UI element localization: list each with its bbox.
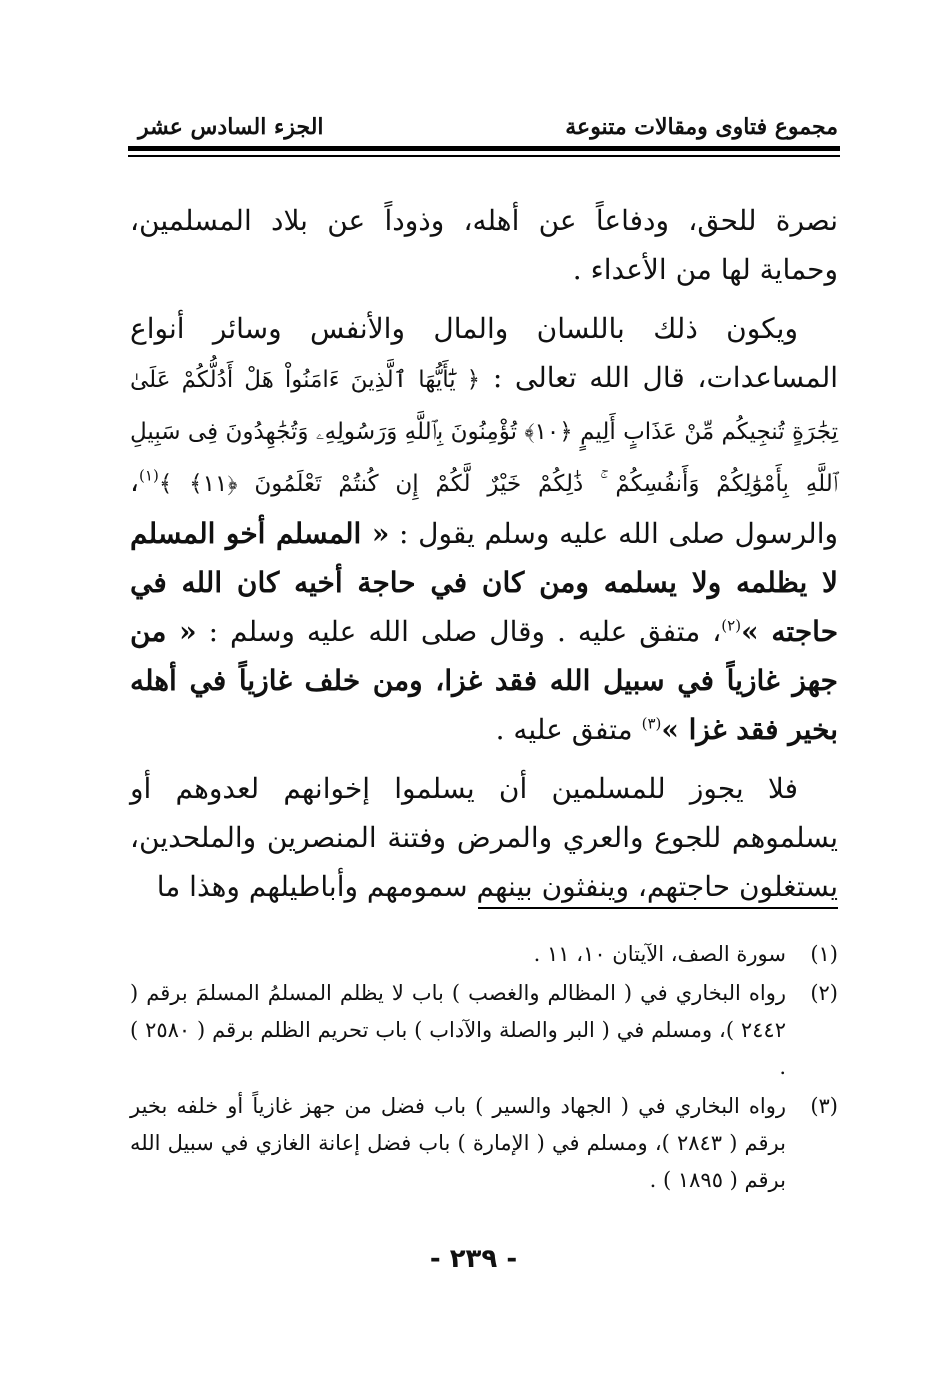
page-number: - ٢٣٩ - bbox=[429, 1244, 518, 1274]
book-title: مجموع فتاوى ومقالات متنوعة bbox=[565, 114, 838, 140]
header-rule-thin bbox=[128, 155, 840, 157]
footnote-item bbox=[130, 936, 838, 973]
footnote-ref-3: (٣) bbox=[641, 714, 662, 733]
p2-after-quran: ، والرسول صلى الله عليه وسلم يقول : bbox=[130, 465, 839, 550]
footnote-item bbox=[130, 975, 838, 1086]
footnote-number: (٢) bbox=[810, 981, 838, 1005]
paragraph-3: فلا يجوز للمسلمين أن يسلموا إخوانهم لعدوهم أو يسلموهم للجوع والعري والمرض وفتنة المنصرين والملحدين، يستغلون حاجتهم، وينفثون بينهم سمومهم وأباطيلهم وهذا ما bbox=[130, 772, 838, 903]
p2-intro: ويكون ذلك باللسان والمال والأنفس وسائر أنواع المساعدات، قال الله تعالى : bbox=[130, 312, 838, 394]
footnotes bbox=[130, 936, 838, 1201]
footnote-ref-1: (١) bbox=[139, 466, 159, 485]
footnote-text: رواه البخاري في ( المظالم والغصب ) باب لا يظلم المسلمُ المسلمَ برقم ( ٢٤٤٢ )، ومسلم في ( البر والصلة والآداب ) باب تحريم الظلم برقم ( ٢٥٨٠ ) . bbox=[130, 981, 786, 1079]
main-text bbox=[130, 196, 838, 921]
paragraph-1: نصرة للحق، ودفاعاً عن أهله، وذوداً عن بلاد المسلمين، وحماية لها من الأعداء . bbox=[130, 204, 838, 286]
footnote-separator bbox=[478, 907, 838, 909]
running-header bbox=[128, 108, 838, 144]
header-rule-thick bbox=[128, 146, 840, 151]
footnote-ref-2: (٢) bbox=[721, 616, 742, 635]
quran-verse: ﴿ يَٰٓأَيُّهَا ٱلَّذِينَ ءَامَنُواْ هَلْ أَدُلُّكُمْ عَلَىٰ تِجَٰرَةٍ تُنجِيكُم مِّنْ عَذَابٍ أَلِيمٍ ﴿١٠﴾ تُؤْمِنُونَ بِٱللَّهِ وَرَسُولِهِۦ وَتُجَٰهِدُونَ فِى سَبِيلِ ٱللَّهِ بِأَمْوَٰلِكُمْ وَأَنفُسِكُمْ ۚ ذَٰلِكُمْ خَيْرٌ لَّكُمْ إِن كُنتُمْ تَعْلَمُونَ ﴿١١﴾ ﴾ bbox=[130, 367, 838, 497]
p2-mid: ، متفق عليه . وقال صلى الله عليه وسلم : bbox=[208, 615, 722, 648]
footnote-item bbox=[130, 1088, 838, 1199]
footnote-text: سورة الصف، الآيتان ١٠، ١١ . bbox=[533, 942, 786, 966]
p2-end: متفق عليه . bbox=[495, 713, 642, 746]
footnote-number: (١) bbox=[810, 942, 838, 966]
footnote-text: رواه البخاري في ( الجهاد والسير ) باب فضل من جهز غازياً أو خلفه بخير برقم ( ٢٨٤٣ )، ومسلم في ( الإمارة ) باب فضل إعانة الغازي في سبيل الله برقم ( ١٨٩٥ ) . bbox=[130, 1094, 786, 1192]
hadith-1: « المسلم أخو المسلم لا يظلمه ولا يسلمه ومن كان في حاجة أخيه كان الله في حاجته » bbox=[130, 517, 838, 648]
hadith-2: « من جهز غازياً في سبيل الله فقد غزا، ومن خلف غازياً في أهله بخير فقد غزا » bbox=[130, 615, 838, 746]
part-label: الجزء السادس عشر bbox=[138, 114, 324, 140]
paragraph-2 bbox=[130, 304, 838, 754]
footnote-number: (٣) bbox=[810, 1094, 838, 1118]
